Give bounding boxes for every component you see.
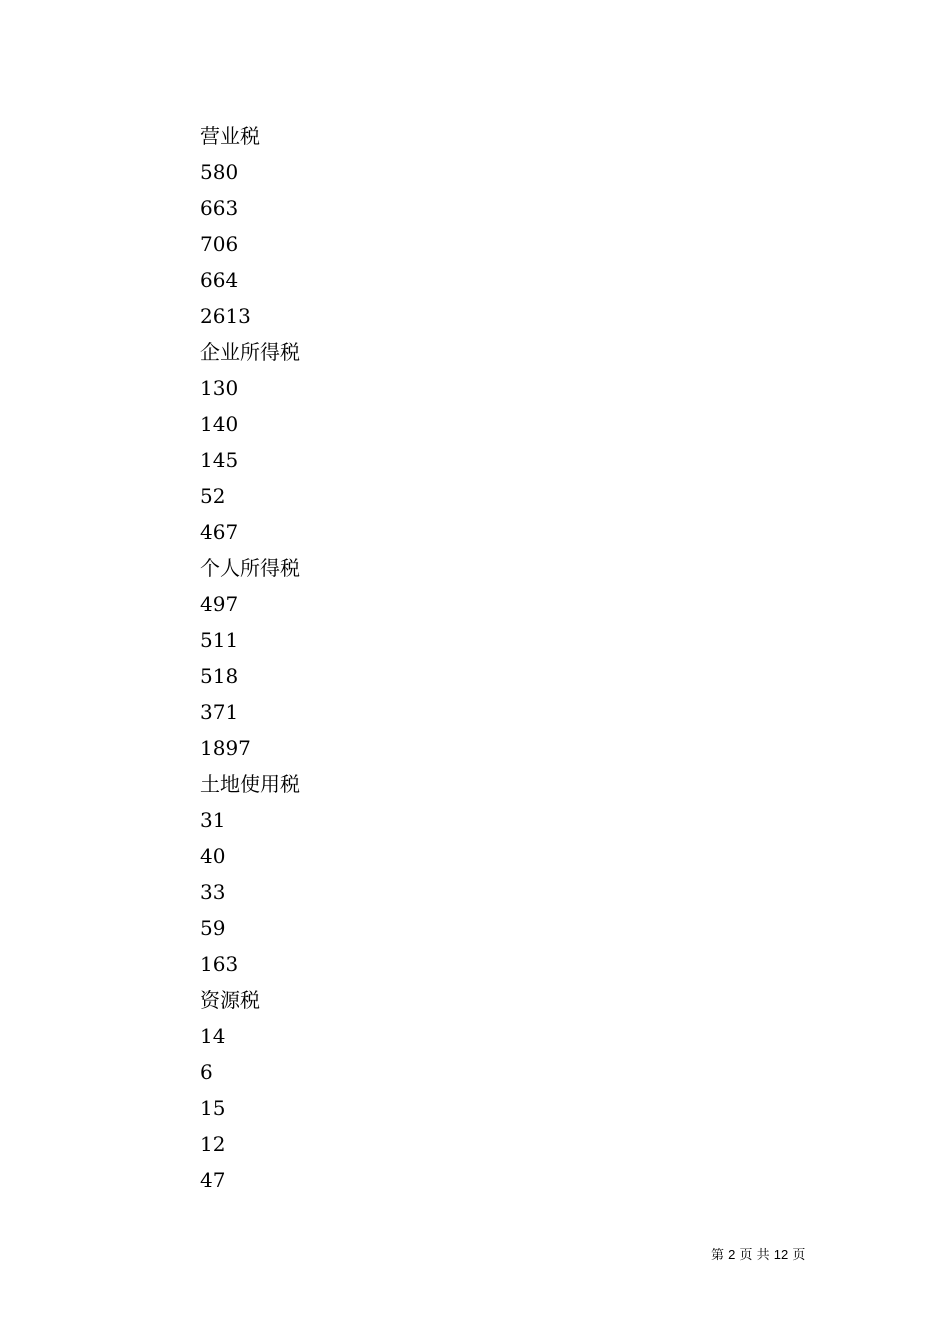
tax-value: 14 <box>200 1024 226 1048</box>
tax-value: 706 <box>200 232 239 256</box>
footer-total-pages: 12 <box>773 1247 789 1262</box>
page-footer <box>711 1245 805 1266</box>
tax-item-label: 个人所得税 <box>200 556 300 580</box>
tax-item-label: 营业税 <box>200 124 260 148</box>
tax-value: 145 <box>200 448 239 472</box>
tax-total: 2613 <box>200 304 251 328</box>
tax-total: 467 <box>200 520 239 544</box>
tax-value: 511 <box>200 628 239 652</box>
tax-value: 40 <box>200 844 226 868</box>
tax-value: 580 <box>200 160 239 184</box>
tax-value: 130 <box>200 376 239 400</box>
tax-value: 664 <box>200 268 239 292</box>
tax-value: 15 <box>200 1096 226 1120</box>
tax-item-label: 企业所得税 <box>200 340 300 364</box>
tax-value: 140 <box>200 412 239 436</box>
tax-value: 12 <box>200 1132 226 1156</box>
tax-value: 663 <box>200 196 239 220</box>
tax-value: 31 <box>200 808 226 832</box>
tax-total: 1897 <box>200 736 251 760</box>
tax-item-label: 土地使用税 <box>200 772 300 796</box>
tax-value: 497 <box>200 592 239 616</box>
footer-prefix: 第 <box>711 1248 729 1263</box>
tax-value: 6 <box>200 1060 213 1084</box>
tax-value: 518 <box>200 664 239 688</box>
footer-middle: 页 共 <box>735 1248 774 1263</box>
footer-suffix: 页 <box>788 1248 806 1263</box>
tax-value: 52 <box>200 484 226 508</box>
tax-value: 59 <box>200 916 226 940</box>
tax-value: 371 <box>200 700 239 724</box>
footer-page-number: 2 <box>728 1247 736 1262</box>
page-content <box>200 118 800 1198</box>
tax-total: 47 <box>200 1168 226 1192</box>
tax-item-label: 资源税 <box>200 988 260 1012</box>
tax-total: 163 <box>200 952 239 976</box>
tax-value: 33 <box>200 880 226 904</box>
